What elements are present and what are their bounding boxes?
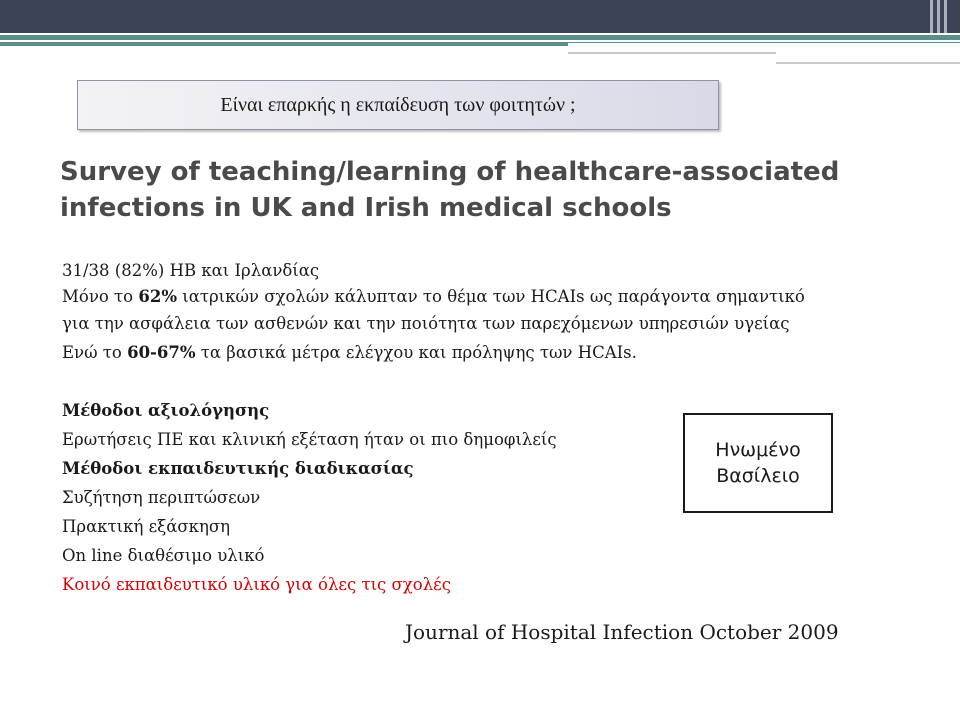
finding-control	[62, 338, 902, 367]
country-line-1: Ηνωμένο	[715, 439, 801, 461]
teaching-heading: Μέθοδοι εκπαιδευτικής διαδικασίας	[62, 459, 414, 478]
stripe	[930, 0, 933, 33]
question-text: Είναι επαρκής η εκπαίδευση των φοιτητών ;	[220, 93, 576, 116]
finding-coverage-percent: 62%	[138, 287, 177, 306]
highlight-text: Κοινό εκπαιδευτικό υλικό για όλες τις σχολές	[62, 575, 451, 594]
slide-title	[60, 154, 900, 226]
accent-bar-secondary	[776, 52, 960, 64]
spacer	[62, 367, 902, 396]
teaching-item: On line διαθέσιμο υλικό	[62, 546, 265, 565]
country-line-2: Βασίλειο	[716, 465, 800, 487]
stripe	[944, 0, 947, 33]
finding-coverage-cont: για την ασφάλεια των ασθενών και την ποιότητα των παρεχόμενων υπηρεσιών υγείας	[62, 314, 790, 333]
finding-coverage-pre: Μόνο το	[62, 287, 139, 306]
finding-coverage	[62, 285, 902, 309]
question-banner	[77, 80, 719, 130]
assessment-heading: Μέθοδοι αξιολόγησης	[62, 401, 270, 420]
finding-coverage-post: ιατρικών σχολών κάλυπταν το θέμα των HCAIs ως παράγοντα σημαντικό	[177, 287, 805, 306]
source-citation: Journal of Hospital Infection October 2009	[405, 620, 839, 644]
header-band	[0, 0, 960, 33]
stripe	[937, 0, 940, 33]
teaching-item: Πρακτική εξάσκηση	[62, 517, 230, 536]
teaching-item: Συζήτηση περιπτώσεων	[62, 488, 261, 507]
country-label-box	[683, 413, 833, 513]
title-line-1: Survey of teaching/learning of healthcare-associated	[60, 157, 840, 187]
header-stripes	[930, 0, 954, 33]
finding-control-percent: 60-67%	[127, 343, 196, 362]
response-rate: 31/38 (82%) ΗΒ και Ιρλανδίας	[62, 261, 320, 280]
accent-line	[0, 35, 960, 40]
assessment-text: Ερωτήσεις ΠΕ και κλινική εξέταση ήταν οι πιο δημοφιλείς	[62, 430, 557, 449]
finding-control-post: τα βασικά μέτρα ελέγχου και πρόληψης των HCAIs.	[195, 343, 637, 362]
finding-control-pre: Ενώ το	[62, 343, 128, 362]
title-line-2: infections in UK and Irish medical schools	[60, 193, 672, 223]
